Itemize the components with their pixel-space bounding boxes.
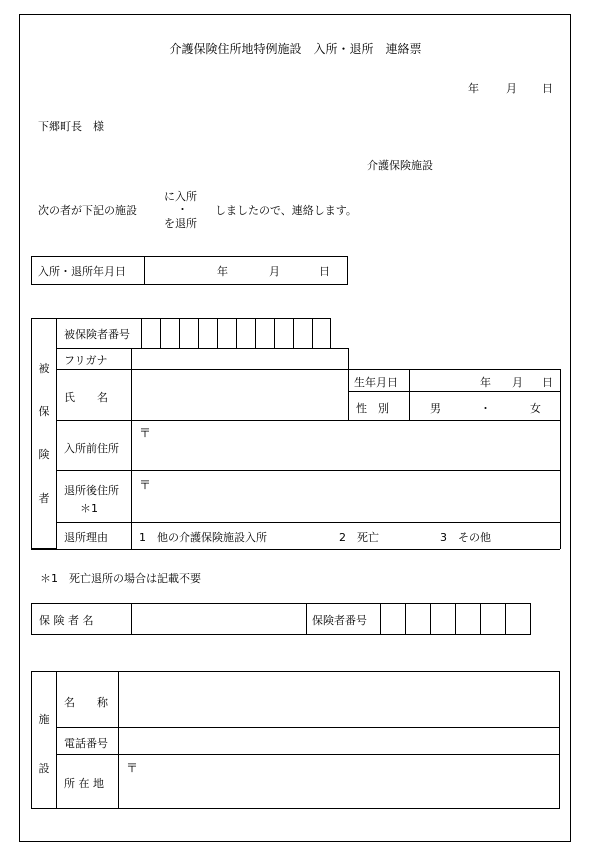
date-day: 日 (542, 82, 553, 95)
exit-reason-option-2[interactable]: 2 死亡 (339, 531, 379, 544)
exit-reason-option-3[interactable]: 3 その他 (440, 531, 491, 544)
insured-side-char-3: 険 (38, 448, 50, 461)
notice-option-exit: を退所 (164, 217, 197, 230)
name-field[interactable] (132, 370, 347, 419)
addressee: 下郷町長 様 (38, 120, 104, 133)
name-label: 氏 名 (64, 391, 108, 404)
facility-phone-field[interactable] (119, 728, 559, 753)
insured-side-column (31, 318, 56, 549)
entry-exit-date-label: 入所・退所年月日 (38, 265, 126, 278)
prior-address-postal-mark: 〒 (139, 426, 152, 440)
insured-side-char-1: 被 (38, 362, 50, 375)
insurer-name-field[interactable] (132, 604, 305, 634)
date-month: 月 (506, 82, 517, 95)
notice-option-separator: ・ (177, 203, 188, 216)
facility-name-label: 名 称 (64, 696, 108, 709)
birth-day: 日 (542, 376, 553, 389)
facility-name-field[interactable] (119, 672, 559, 726)
notice-prefix: 次の者が下記の施設 (38, 204, 137, 217)
exit-reason-option-1[interactable]: 1 他の介護保険施設入所 (139, 531, 267, 544)
birth-year: 年 (480, 376, 491, 389)
facility-phone-label: 電話番号 (64, 737, 108, 750)
prior-address-label: 入所前住所 (64, 442, 119, 455)
post-address-label: 退所後住所 (64, 484, 119, 497)
sex-label: 性 別 (356, 402, 389, 415)
date-year: 年 (468, 82, 479, 95)
furigana-field[interactable] (132, 349, 347, 368)
insurer-number-label: 保険者番号 (312, 614, 367, 627)
facility-location-field[interactable] (119, 755, 559, 808)
form-title: 介護保険住所地特例施設 入所・退所 連絡票 (169, 42, 422, 56)
birth-month: 月 (512, 376, 523, 389)
post-address-note: ＊1 (80, 502, 98, 515)
sex-option-male[interactable]: 男 (430, 402, 441, 415)
notice-option-entry: に入所 (164, 190, 197, 203)
footnote: ＊1 死亡退所の場合は記載不要 (40, 572, 201, 585)
insured-number-label: 被保険者番号 (64, 328, 130, 341)
facility-side-char-1: 施 (38, 713, 50, 726)
facility-signature-label: 介護保険施設 (367, 159, 433, 172)
insurer-number-cells[interactable] (381, 604, 530, 634)
facility-side-char-2: 設 (38, 762, 50, 775)
prior-address-field[interactable] (132, 421, 559, 470)
entry-exit-year: 年 (217, 265, 228, 278)
facility-location-label: 所 在 地 (64, 777, 104, 790)
birth-date-label: 生年月日 (354, 376, 398, 389)
insurer-name-label: 保 険 者 名 (39, 614, 94, 627)
notice-suffix: しましたので、連絡します。 (215, 204, 357, 217)
sex-option-separator: ・ (480, 402, 491, 415)
post-address-postal-mark: 〒 (139, 478, 152, 492)
insured-side-char-2: 保 (38, 405, 50, 418)
exit-reason-label: 退所理由 (64, 531, 108, 544)
facility-postal-mark: 〒 (126, 761, 139, 775)
sex-option-female[interactable]: 女 (530, 402, 541, 415)
furigana-label: フリガナ (64, 354, 108, 367)
entry-exit-month: 月 (269, 265, 280, 278)
entry-exit-day: 日 (319, 265, 330, 278)
post-address-field[interactable] (132, 471, 559, 522)
insured-side-char-4: 者 (38, 492, 50, 505)
